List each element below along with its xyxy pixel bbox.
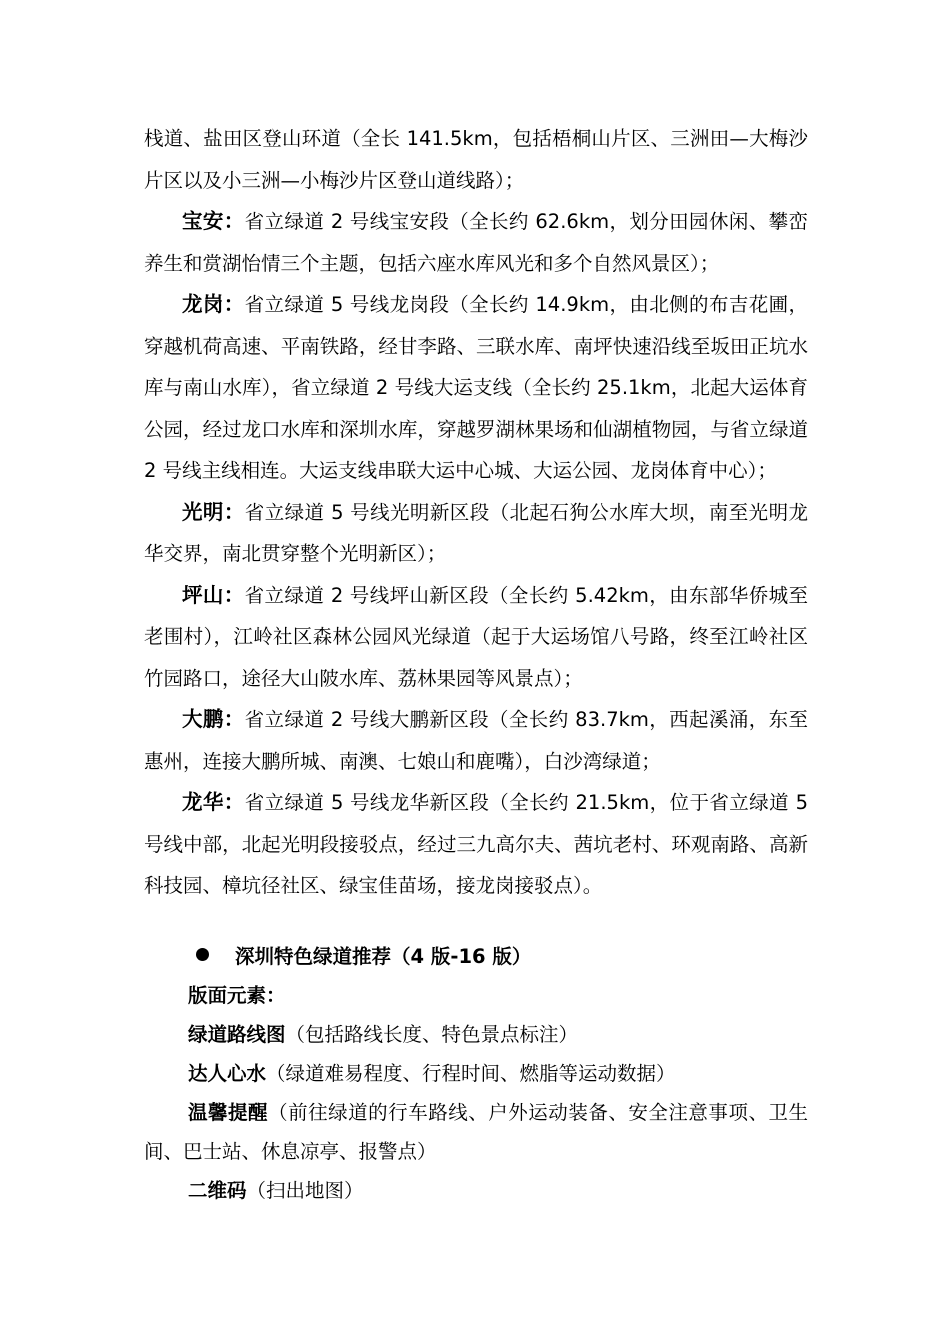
item-key: 二维码 — [188, 1178, 247, 1202]
region-name: 坪山： — [182, 582, 245, 607]
item-text: （包括路线长度、特色景点标注） — [285, 1022, 579, 1046]
item-key: 达人心水 — [188, 1061, 267, 1085]
region-paragraph-longhua — [144, 782, 808, 907]
section-heading — [144, 937, 808, 976]
intro-paragraph: 栈道、盐田区登山环道（全长 141.5km，包括梧桐山片区、三洲田—大梅沙片区以及小三洲—小梅沙片区登山道线路）； — [144, 127, 808, 192]
item-text: （扫出地图） — [246, 1178, 364, 1202]
region-text: 省立绿道 2 号线宝安段（全长约 62.6km，划分田园休闲、攀峦养生和赏湖怡情三个主题，包括六座水库风光和多个自然风景区）； — [144, 210, 808, 275]
item-key: 温馨提醒 — [188, 1100, 269, 1124]
region-paragraph-dapeng — [144, 699, 808, 782]
layout-element-item — [144, 1054, 808, 1093]
document-body — [144, 118, 808, 1210]
region-paragraph-baoan — [144, 201, 808, 284]
greenway-recommendation-section — [144, 937, 808, 1210]
region-text: 省立绿道 2 号线大鹏新区段（全长约 83.7km，西起溪涌，东至惠州，连接大鹏所城、南澳、七娘山和鹿嘴），白沙湾绿道； — [144, 708, 808, 773]
layout-element-item — [144, 1093, 808, 1171]
region-text: 省立绿道 2 号线坪山新区段（全长约 5.42km，由东部华侨城至老围村），江岭社区森林公园风光绿道（起于大运场馆八号路，终至江岭社区竹园路口，途径大山陂水库、荔林果园等风景点）； — [144, 583, 808, 690]
region-text: 省立绿道 5 号线龙华新区段（全长约 21.5km，位于省立绿道 5 号线中部，北起光明段接驳点，经过三九高尔夫、茜坑老村、环观南路、高新科技园、樟坑径社区、绿宝佳苗场，接龙岗接驳点）。 — [144, 791, 808, 897]
section-subtitle: 版面元素： — [188, 983, 286, 1007]
item-text: （绿道难易程度、行程时间、燃脂等运动数据） — [266, 1061, 676, 1085]
region-name: 光明： — [182, 499, 245, 524]
section-title: 深圳特色绿道推荐（4 版-16 版） — [235, 944, 532, 968]
layout-element-item — [144, 1171, 808, 1210]
region-name: 龙华： — [182, 790, 245, 814]
layout-element-item — [144, 1015, 808, 1054]
region-name: 大鹏： — [182, 707, 245, 731]
region-paragraph-longgang — [144, 284, 808, 492]
bullet-icon — [196, 948, 209, 961]
region-name: 宝安： — [182, 209, 245, 233]
region-paragraph-guangming — [144, 492, 808, 575]
item-key: 绿道路线图 — [188, 1022, 286, 1046]
region-text: 省立绿道 5 号线龙岗段（全长约 14.9km，由北侧的布吉花圃，穿越机荷高速、平南铁路，经甘李路、三联水库、南坪快速沿线至坂田正坑水库与南山水库），省立绿道 2 号线大运支线（全长约 25.1km，北起大运体育公园，经过龙口水库和深圳水库，穿越罗湖林果场和仙湖植物园，与省立绿道 2 号线主线相连。大运支线串联大运中心城、大运公园、龙岗体育中心）； — [144, 293, 808, 482]
region-paragraph-pingshan — [144, 575, 808, 700]
item-text: （前往绿道的行车路线、户外运动装备、安全注意事项、卫生间、巴士站、休息凉亭、报警点） — [144, 1100, 808, 1163]
region-name: 龙岗： — [182, 292, 245, 316]
region-text: 省立绿道 5 号线光明新区段（北起石狗公水库大坝，南至光明龙华交界，南北贯穿整个光明新区）； — [144, 500, 808, 565]
